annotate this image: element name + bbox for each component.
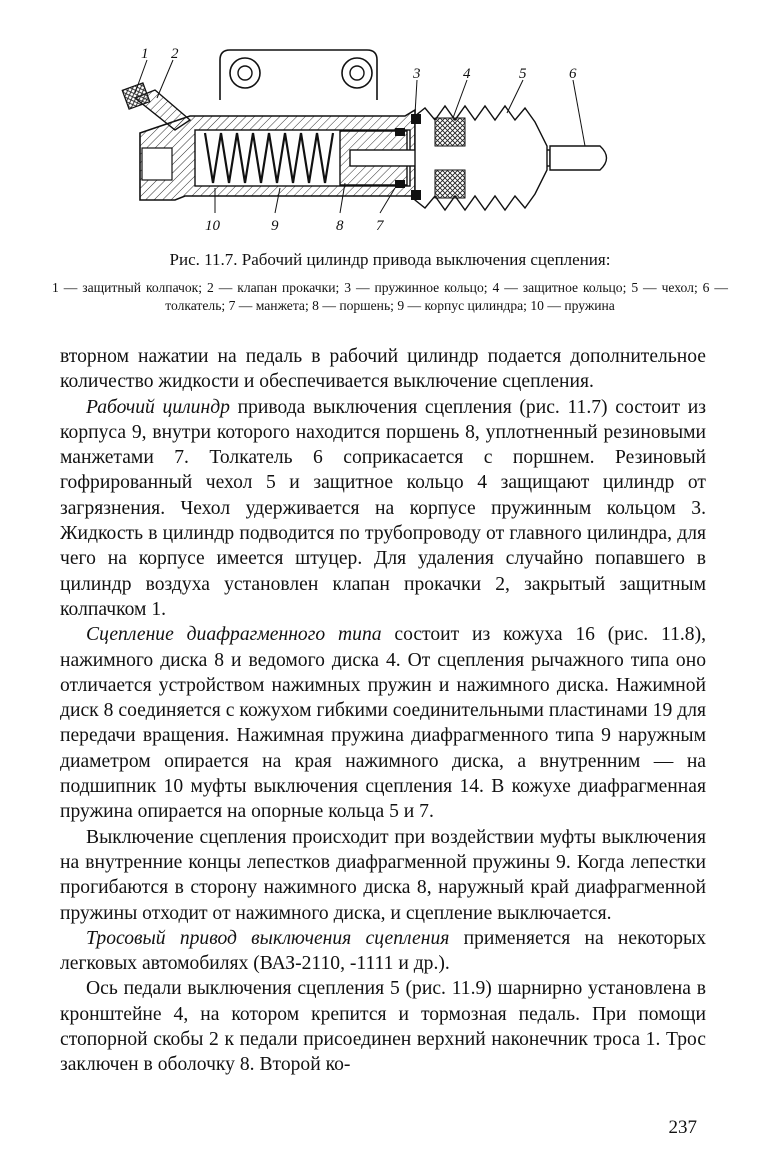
figure-caption-title: Рис. 11.7. Рабочий цилиндр привода выключения сцепления:: [169, 250, 611, 269]
mounting-bracket: [220, 50, 377, 100]
paragraph-3: [60, 622, 706, 824]
page-number: 237: [668, 1117, 697, 1138]
figure-caption-legend: 1 — защитный колпачок; 2 — клапан прокачки; 3 — пружинное кольцо; 4 — защитное кольцо; 5 — чехол; 6 — толкатель; 7 — манжета; 8 — поршень; 9 — корпус цилиндра; 10 — пружина: [52, 280, 728, 313]
callout-10: 10: [205, 218, 220, 234]
paragraph-2: [60, 395, 706, 623]
term-diaphragm-clutch: Сцепление диафрагменного типа: [86, 624, 382, 646]
bleed-valve: [122, 83, 190, 130]
callout-9: 9: [271, 218, 279, 234]
callout-7: 7: [376, 218, 384, 234]
callout-4: 4: [463, 66, 471, 82]
paragraph-5-text: применяется на некоторых легковых автомобилях (ВАЗ-2110, -1111 и др.).: [60, 927, 706, 975]
body-text: [60, 344, 706, 1078]
callout-3: 3: [413, 66, 421, 82]
paragraph-4: Выключение сцепления происходит при воздействии муфты выключения на внутренние концы лепестков диафрагменной пружины 9. Когда лепестки прогибаются в сторону нажимного диска 8, наружный край диафрагменной пружины отходит от нажимного диска, и сцепление выключается.: [60, 826, 706, 924]
term-working-cylinder: Рабочий цилиндр: [86, 396, 230, 418]
paragraph-2-text: привода выключения сцепления (рис. 11.7) состоит из корпуса 9, внутри которого находится поршень 8, уплотненный резиновыми манжетами 7. Толкатель 6 соприкасается с поршнем. Резиновый гофрированный чехол 5 и защитное кольцо 4 защищают цилиндр от загрязнения. Чехол удерживается на корпусе пружинным кольцом 3. Жидкость в цилиндр подводится по трубопроводу от главного цилиндра, для чего на корпусе имеется штуцер. Для удаления случайно попавшего в цилиндр воздуха установлен клапан прокачки 2, закрытый защитным колпачком 1.: [60, 396, 707, 620]
paragraph-6: Ось педали выключения сцепления 5 (рис. 11.9) шарнирно установлена в кронштейне 4, на котором крепится и тормозная педаль. При помощи стопорной скобы 2 к педали присоединен верхний наконечник троса 1. Трос заключен в оболочку 8. Второй ко-: [60, 978, 706, 1076]
cylinder-drawing: [95, 38, 655, 243]
callout-2: 2: [171, 46, 179, 62]
term-cable-drive: Тросовый привод выключения сцепления: [86, 927, 450, 949]
clutch-slave-cylinder-figure: [95, 38, 655, 243]
rubber-boot: [411, 106, 547, 210]
paragraph-5: [60, 926, 706, 977]
paragraph-1: вторном нажатии на педаль в рабочий цилиндр подается дополнительное количество жидкости и обеспечивается выключение сцепления.: [60, 346, 706, 393]
callout-1: 1: [141, 46, 149, 62]
paragraph-3-text: состоит из кожуха 16 (рис. 11.8), нажимного диска 8 и ведомого диска 4. От сцепления рычажного типа оно отличается устройством нажимных пружин и нажимного диска. Нажимной диск 8 соединяется с кожухом гибкими соединительными пластинами 19 для передачи вращения. Нажимная пружина диафрагменного типа 9 наружным диаметром опирается на края нажимного диска, а внутренним — на подшипник 10 муфты выключения сцепления 14. В кожухе диафрагменная пружина опирается на опорные кольца 5 и 7.: [60, 624, 706, 823]
callout-5: 5: [519, 66, 527, 82]
callout-6: 6: [569, 66, 577, 82]
callout-8: 8: [336, 218, 344, 234]
